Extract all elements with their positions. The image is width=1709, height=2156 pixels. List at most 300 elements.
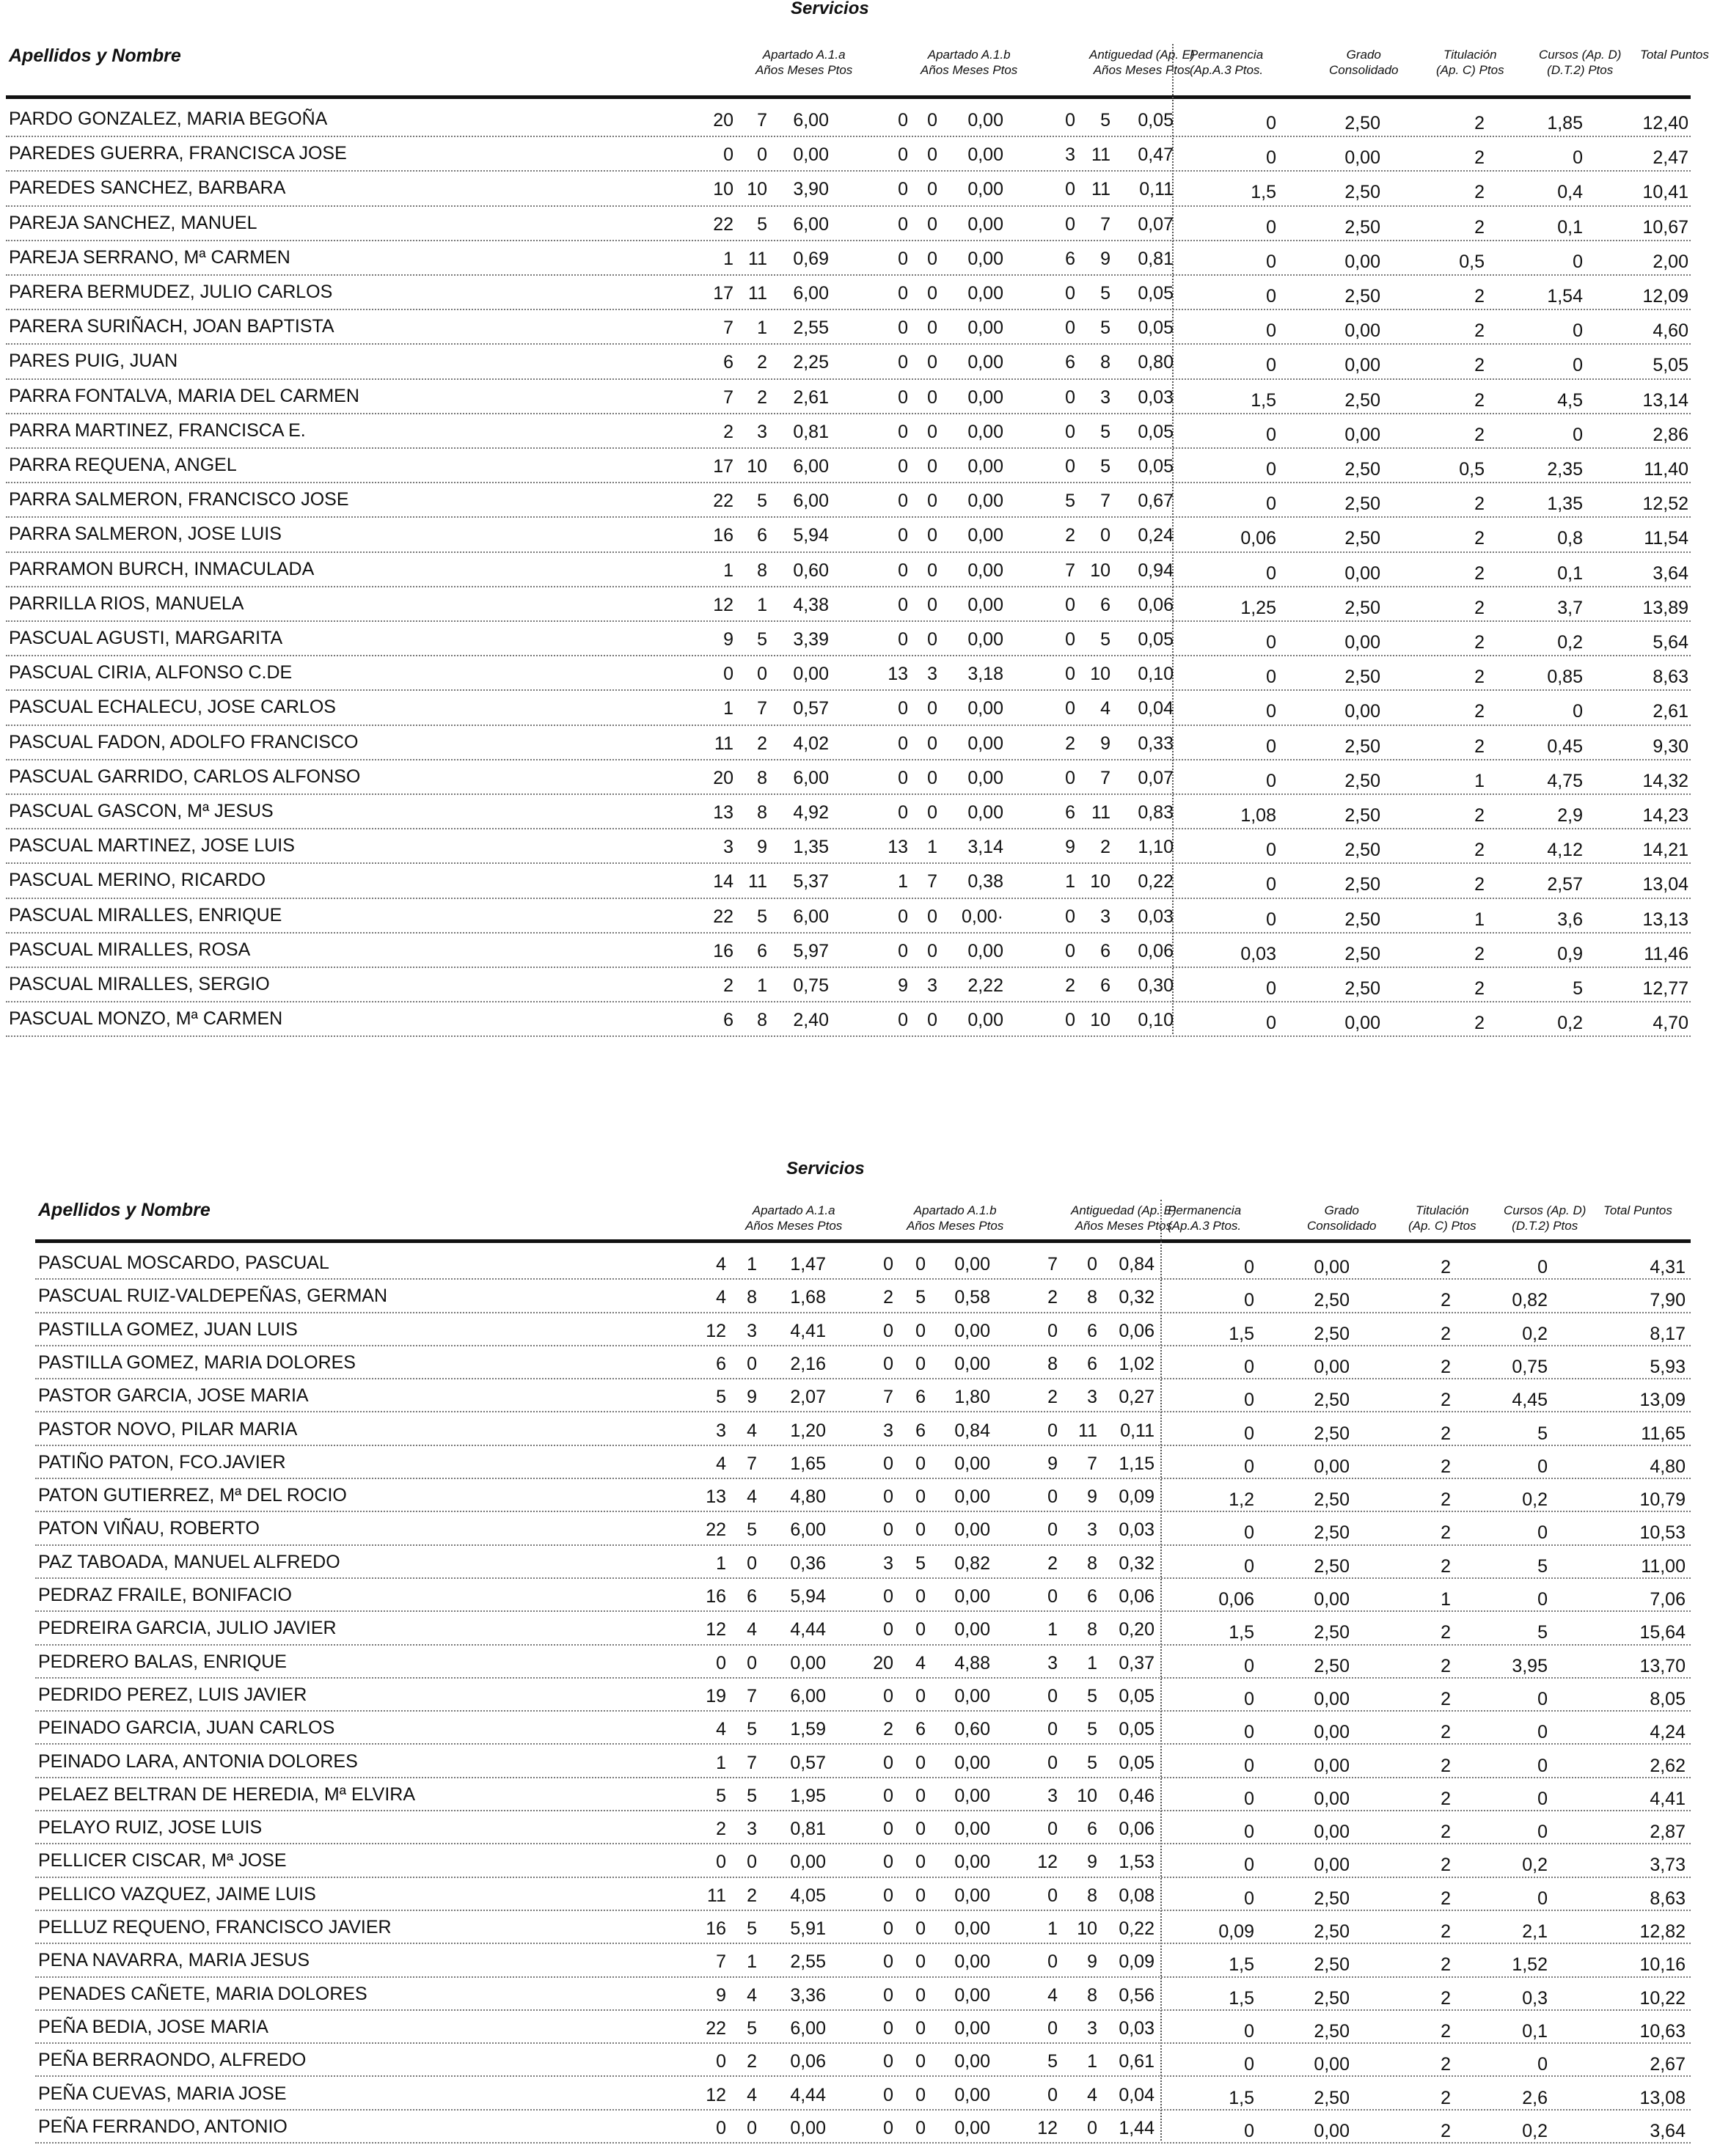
antig-months: 5 [1100,283,1110,304]
employee-name: PATIÑO PATON, FCO.JAVIER [38,1451,286,1473]
a1a-years: 2 [723,975,733,996]
grado-consolidado: 2,50 [1344,182,1380,203]
a1a-months: 7 [757,698,767,719]
column-header-a1a: Apartado A.1.a Años Meses Ptos [755,48,853,77]
grado-consolidado: 0,00 [1314,1822,1350,1843]
a1b-months: 0 [927,906,937,927]
a1a-months: 0 [757,144,767,166]
a1b-points: 0,00 [967,248,1003,269]
total-points: 2,62 [1650,1755,1686,1776]
total-points: 2,00 [1653,251,1688,272]
a1b-months: 0 [927,110,937,131]
cursos-points: 0 [1573,701,1583,722]
a1a-points: 1,35 [793,837,829,858]
titulacion-points: 2 [1441,1390,1451,1411]
total-points: 12,09 [1642,286,1688,307]
total-points: 8,63 [1650,1888,1686,1909]
cursos-points: 0 [1537,1888,1548,1909]
antig-years: 6 [1065,248,1075,269]
a1b-points: 1,80 [954,1387,990,1408]
perm-points: 0 [1266,909,1276,930]
a1a-years: 12 [706,1320,726,1341]
a1b-points: 0,00 [954,2051,990,2072]
a1b-years: 0 [898,318,908,339]
grado-consolidado: 2,50 [1344,216,1380,238]
antig-points: 0,06 [1138,594,1174,615]
total-points: 10,16 [1639,1954,1686,1976]
a1b-months: 0 [915,1885,926,1906]
antig-years: 0 [1047,1486,1058,1508]
total-points: 13,13 [1642,909,1688,930]
titulacion-points: 2 [1441,1489,1451,1511]
perm-points: 0 [1244,1788,1254,1809]
a1a-years: 2 [723,421,733,442]
perm-points: 0 [1244,1390,1254,1411]
perm-points: 0 [1266,251,1276,272]
total-points: 10,41 [1642,182,1688,203]
a1b-months: 5 [915,1552,926,1574]
a1a-months: 5 [747,1918,757,1939]
a1b-years: 0 [883,1254,893,1275]
a1a-points: 2,55 [790,1951,826,1973]
a1a-points: 2,61 [793,386,829,408]
a1b-points: 2,22 [967,975,1003,996]
a1a-months: 8 [757,560,767,581]
employee-name: PENADES CAÑETE, MARIA DOLORES [38,1983,367,2004]
titulacion-points: 2 [1441,1257,1451,1277]
a1a-years: 16 [706,1586,726,1607]
a1a-months: 0 [747,1353,757,1374]
a1a-years: 9 [723,629,733,650]
a1b-years: 0 [898,352,908,373]
table-row [0,726,1694,760]
perm-points: 0 [1266,286,1276,307]
a1b-years: 0 [883,2084,893,2105]
table-row [0,1878,1694,1911]
table-row [0,1546,1694,1579]
antig-years: 0 [1047,1685,1058,1706]
a1b-months: 3 [927,664,937,685]
a1a-months: 8 [757,1010,767,1031]
a1a-months: 10 [747,179,767,200]
perm-points: 0 [1266,1013,1276,1034]
perm-points: 0 [1266,701,1276,722]
cursos-points: 3,7 [1557,597,1583,618]
a1a-points: 5,37 [793,871,829,892]
a1b-years: 0 [898,144,908,166]
a1a-months: 11 [748,248,767,269]
a1a-points: 0,75 [793,975,829,996]
a1a-years: 3 [716,1420,726,1441]
a1b-months: 0 [915,1752,926,1773]
total-points: 11,46 [1644,943,1688,964]
cursos-points: 0,2 [1522,1855,1548,1876]
a1a-years: 14 [713,871,733,892]
a1b-months: 0 [915,1586,926,1607]
employee-name: PEDRIDO PEREZ, LUIS JAVIER [38,1684,307,1705]
cursos-points: 0 [1537,1456,1548,1477]
table-row [0,1911,1694,1944]
titulacion-points: 1 [1474,909,1485,930]
a1b-years: 0 [898,594,908,615]
grado-consolidado: 2,50 [1344,113,1380,133]
perm-points: 0 [1244,1655,1254,1676]
a1b-months: 0 [927,318,937,339]
grado-consolidado: 2,50 [1314,1323,1350,1344]
a1b-years: 0 [898,629,908,650]
a1b-years: 0 [883,1885,893,1906]
a1b-points: 0,00 [954,1785,990,1806]
titulacion-points: 1 [1474,770,1485,791]
a1b-points: 0,00 [954,1254,990,1275]
antig-points: 0,05 [1138,456,1174,477]
cursos-points: 5 [1537,1555,1548,1577]
a1a-points: 4,41 [790,1320,826,1341]
antig-months: 8 [1087,1552,1097,1574]
table-row [0,380,1694,414]
antig-points: 0,05 [1138,318,1174,339]
a1b-points: 0,00 [954,1951,990,1973]
a1a-points: 0,00 [793,664,829,685]
cursos-points: 1,54 [1547,286,1583,307]
grado-consolidado: 0,00 [1314,1257,1350,1277]
section-title: Servicios [791,0,869,18]
antig-years: 6 [1065,352,1075,373]
antig-points: 0,81 [1138,248,1174,269]
a1a-points: 6,00 [793,767,829,788]
titulacion-points: 2 [1474,840,1485,861]
employee-name: PEINADO GARCIA, JUAN CARLOS [38,1717,335,1739]
table-row [0,2078,1694,2111]
a1a-points: 1,59 [790,1719,826,1740]
cursos-points: 0 [1573,424,1583,445]
grado-consolidado: 2,50 [1314,1655,1350,1676]
grado-consolidado: 0,00 [1344,355,1380,376]
table-row [0,760,1694,795]
a1b-months: 0 [927,594,937,615]
total-points: 11,54 [1644,528,1688,549]
antig-points: 0,46 [1119,1785,1154,1806]
a1b-years: 0 [883,1486,893,1508]
cursos-points: 2,9 [1557,805,1583,826]
a1b-months: 0 [927,733,937,754]
titulacion-points: 2 [1474,113,1485,133]
table-row [0,137,1694,172]
perm-points: 0 [1266,632,1276,653]
total-points: 5,64 [1653,632,1688,653]
antig-months: 0 [1100,525,1110,546]
a1b-points: 0,00 [967,698,1003,719]
a1a-years: 12 [713,594,733,615]
a1a-months: 11 [748,871,767,892]
a1a-months: 4 [747,1420,757,1441]
antig-points: 0,07 [1138,213,1174,235]
antig-points: 0,56 [1119,1984,1154,2006]
a1a-points: 0,81 [790,1819,826,1840]
a1b-points: 0,00 [967,733,1003,754]
a1b-months: 0 [927,144,937,166]
employee-name: PASCUAL AGUSTI, MARGARITA [9,628,283,648]
a1b-months: 0 [927,940,937,961]
grado-consolidado: 0,00 [1344,147,1380,169]
a1a-points: 4,80 [790,1486,826,1508]
a1a-years: 16 [713,525,733,546]
grado-consolidado: 2,50 [1344,459,1380,480]
antig-points: 0,11 [1120,1420,1154,1441]
table-row [0,899,1694,934]
antig-months: 6 [1087,1320,1097,1341]
grado-consolidado: 0,00 [1314,1755,1350,1776]
antig-months: 7 [1100,213,1110,235]
grado-consolidado: 0,00 [1314,2120,1350,2141]
a1b-years: 9 [898,975,908,996]
total-points: 10,79 [1639,1489,1686,1511]
a1b-years: 0 [898,456,908,477]
titulacion-points: 2 [1441,1290,1451,1311]
a1a-months: 5 [747,1719,757,1740]
a1b-points: 0,00 [967,491,1003,512]
antig-months: 8 [1100,352,1110,373]
a1b-months: 0 [915,1852,926,1873]
cursos-points: 1,85 [1547,113,1583,133]
antig-points: 0,06 [1138,940,1174,961]
cursos-points: 0 [1573,147,1583,169]
employee-name: PAZ TABOADA, MANUEL ALFREDO [38,1551,340,1572]
employee-name: PATON VIÑAU, ROBERTO [38,1518,260,1539]
antig-months: 4 [1100,698,1110,719]
a1b-months: 1 [927,837,937,858]
a1a-points: 1,20 [790,1420,826,1441]
antig-years: 1 [1065,871,1075,892]
a1b-years: 3 [883,1552,893,1574]
perm-points: 1,25 [1240,597,1276,618]
cursos-points: 0 [1537,1788,1548,1809]
cursos-points: 0,85 [1547,667,1583,688]
perm-points: 0 [1244,1456,1254,1477]
row-divider [6,1035,1691,1037]
a1b-points: 0,00 [954,1453,990,1474]
antig-years: 3 [1047,1785,1058,1806]
column-header-perm: Permanencia (Ap.A.3 Ptos. [1190,48,1264,77]
column-header-tit: Titulación (Ap. C) Ptos [1436,48,1504,77]
titulacion-points: 2 [1474,805,1485,826]
antig-years: 0 [1047,1420,1058,1441]
antig-points: 0,04 [1138,698,1174,719]
titulacion-points: 2 [1474,736,1485,757]
total-points: 13,09 [1639,1390,1686,1411]
total-points: 4,31 [1650,1257,1686,1277]
a1a-points: 0,69 [793,248,829,269]
column-header-total: Total Puntos [1603,1203,1672,1217]
a1a-years: 22 [706,1519,726,1541]
a1a-points: 6,00 [793,110,829,131]
grado-consolidado: 0,00 [1344,562,1380,584]
antig-months: 10 [1090,664,1110,685]
a1a-months: 4 [747,2084,757,2105]
total-points: 10,63 [1639,2020,1686,2042]
perm-points: 0 [1244,1356,1254,1377]
a1a-years: 5 [716,1387,726,1408]
cursos-points: 0 [1537,1257,1548,1277]
antig-years: 0 [1047,2084,1058,2105]
a1b-years: 0 [883,2117,893,2138]
a1b-months: 0 [927,386,937,408]
a1a-years: 17 [713,456,733,477]
total-points: 13,08 [1639,2087,1686,2108]
grado-consolidado: 0,00 [1314,1456,1350,1477]
a1a-years: 2 [716,1819,726,1840]
a1a-months: 7 [747,1685,757,1706]
a1a-points: 2,25 [793,352,829,373]
antig-months: 9 [1087,1486,1097,1508]
titulacion-points: 2 [1441,1755,1451,1776]
a1b-points: 0,00 [954,1752,990,1773]
a1b-years: 0 [883,1819,893,1840]
a1b-months: 0 [915,2084,926,2105]
antig-months: 6 [1100,940,1110,961]
perm-points: 0 [1244,2020,1254,2042]
cursos-points: 0,9 [1557,943,1583,964]
antig-points: 0,37 [1119,1652,1154,1673]
employee-name: PARRA MARTINEZ, FRANCISCA E. [9,419,306,441]
antig-years: 0 [1065,110,1075,131]
a1b-years: 0 [898,248,908,269]
perm-points: 1,5 [1251,389,1276,411]
employee-name: PAREDES GUERRA, FRANCISCA JOSE [9,143,347,164]
a1b-months: 0 [915,1951,926,1973]
antig-years: 0 [1047,1951,1058,1973]
a1b-years: 0 [898,1010,908,1031]
titulacion-points: 2 [1441,1356,1451,1377]
antig-years: 0 [1065,1010,1075,1031]
column-header-a1b: Apartado A.1.b Años Meses Ptos [921,48,1018,77]
employee-name: PELAYO RUIZ, JOSE LUIS [38,1817,263,1838]
antig-years: 2 [1047,1287,1058,1308]
cursos-points: 2,57 [1547,874,1583,895]
cursos-points: 0,1 [1557,562,1583,584]
a1a-months: 1 [747,1951,757,1973]
a1a-points: 3,36 [790,1984,826,2006]
titulacion-points: 2 [1441,1688,1451,1709]
a1a-years: 6 [723,1010,733,1031]
antig-points: 0,08 [1119,1885,1154,1906]
a1a-years: 12 [706,2084,726,2105]
a1b-points: 0,00· [962,906,1003,927]
antig-points: 0,84 [1119,1254,1154,1275]
employee-name: PASCUAL GARRIDO, CARLOS ALFONSO [9,766,361,787]
titulacion-points: 2 [1474,632,1485,653]
a1a-years: 11 [714,733,733,754]
a1a-years: 3 [723,837,733,858]
a1a-years: 7 [716,1951,726,1973]
antig-months: 5 [1100,421,1110,442]
grado-consolidado: 0,00 [1314,1855,1350,1876]
table-row [0,276,1694,310]
table-row [0,449,1694,483]
a1a-points: 4,05 [790,1885,826,1906]
titulacion-points: 2 [1441,1788,1451,1809]
a1a-points: 0,00 [790,1852,826,1873]
employee-name: PEDREIRA GARCIA, JULIO JAVIER [38,1618,337,1639]
a1b-points: 0,00 [954,1486,990,1508]
a1b-points: 0,00 [954,1984,990,2006]
cursos-points: 4,5 [1557,389,1583,411]
grado-consolidado: 0,00 [1344,1013,1380,1034]
total-points: 5,93 [1650,1356,1686,1377]
antig-years: 9 [1065,837,1075,858]
titulacion-points: 2 [1441,1456,1451,1477]
perm-points: 0 [1266,147,1276,169]
a1a-points: 1,65 [790,1453,826,1474]
a1b-points: 0,00 [954,1685,990,1706]
employee-name: PELAEZ BELTRAN DE HEREDIA, Mª ELVIRA [38,1783,416,1805]
a1b-years: 0 [883,1519,893,1541]
perm-points: 0 [1244,1423,1254,1444]
table-row [0,241,1694,276]
table-row [0,483,1694,518]
a1a-months: 4 [747,1619,757,1640]
employee-name: PARRILLA RIOS, MANUELA [9,593,244,614]
column-header-cursos: Cursos (Ap. D) (D.T.2) Ptos [1504,1203,1587,1233]
a1b-points: 0,00 [967,318,1003,339]
titulacion-points: 2 [1474,320,1485,342]
grado-consolidado: 2,50 [1314,1888,1350,1909]
a1a-points: 4,02 [793,733,829,754]
antig-months: 2 [1100,837,1110,858]
perm-points: 1,5 [1229,1323,1254,1344]
a1b-months: 0 [927,698,937,719]
antig-months: 10 [1077,1918,1097,1939]
a1a-months: 7 [747,1752,757,1773]
a1b-years: 0 [883,1453,893,1474]
cursos-points: 0 [1573,251,1583,272]
a1a-points: 5,94 [790,1586,826,1607]
a1a-points: 1,68 [790,1287,826,1308]
grado-consolidado: 0,00 [1344,632,1380,653]
antig-months: 9 [1087,1951,1097,1973]
a1b-months: 0 [915,1519,926,1541]
table-block [0,1159,1694,2151]
table-block [0,0,1709,1044]
a1b-points: 4,88 [954,1652,990,1673]
a1a-points: 0,36 [790,1552,826,1574]
grado-consolidado: 2,50 [1314,2087,1350,2108]
a1b-years: 0 [883,1852,893,1873]
table-row [0,864,1694,898]
perm-points: 0 [1244,1855,1254,1876]
cursos-points: 0,2 [1522,1489,1548,1511]
antig-points: 0,10 [1138,1010,1174,1031]
grado-consolidado: 0,00 [1314,1722,1350,1743]
grado-consolidado: 2,50 [1344,978,1380,999]
titulacion-points: 2 [1474,286,1485,307]
titulacion-points: 2 [1474,667,1485,688]
total-points: 10,53 [1639,1522,1686,1544]
employee-name: PASCUAL ECHALECU, JOSE CARLOS [9,697,336,718]
a1a-points: 4,92 [793,802,829,823]
antig-years: 1 [1047,1619,1058,1640]
grado-consolidado: 2,50 [1344,874,1380,895]
antig-points: 0,05 [1138,283,1174,304]
a1b-months: 0 [927,767,937,788]
a1b-months: 0 [927,248,937,269]
antig-months: 4 [1087,2084,1097,2105]
titulacion-points: 2 [1474,147,1485,169]
antig-years: 0 [1047,1819,1058,1840]
column-header-perm: Permanencia (Ap.A.3 Ptos. [1168,1203,1242,1233]
a1a-points: 6,00 [790,2017,826,2039]
antig-years: 1 [1047,1918,1058,1939]
